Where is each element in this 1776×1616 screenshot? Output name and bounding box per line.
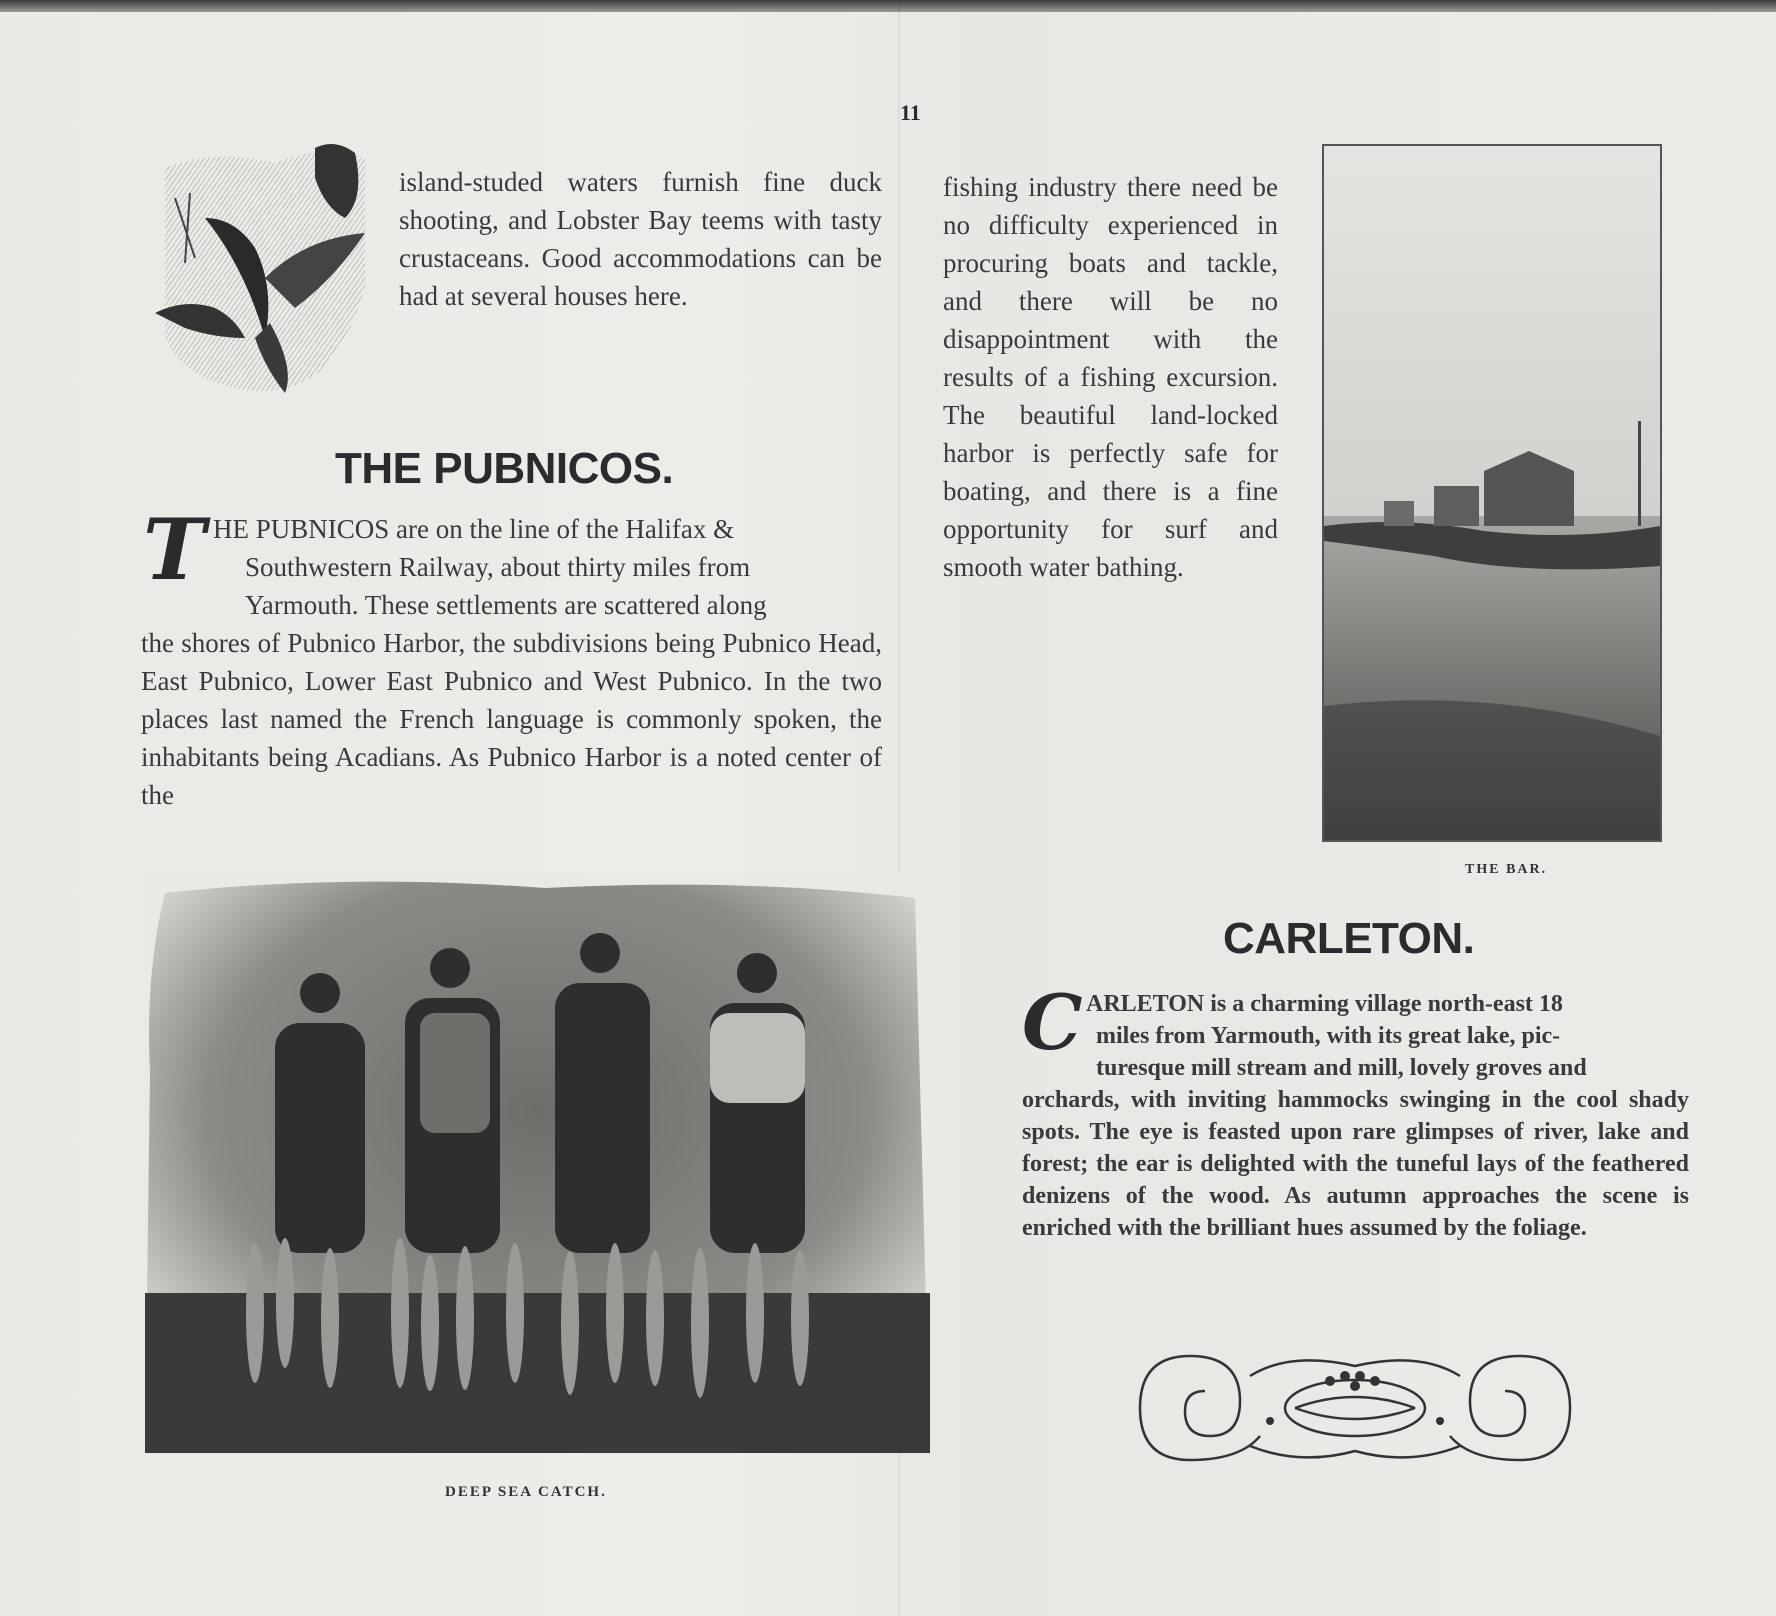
carleton-drop-cap: C xyxy=(1022,978,1083,1067)
deep-sea-catch-caption: DEEP SEA CATCH. xyxy=(445,1484,607,1500)
pubnicos-line-1: HE PUBNICOS are on the line of the Halifax & xyxy=(213,514,735,544)
the-bar-photo xyxy=(1322,144,1662,842)
carleton-line-1: ARLETON is a charming village north-east 18 xyxy=(1086,991,1563,1017)
carleton-heading: CARLETON. xyxy=(1223,914,1475,963)
ornament-icon xyxy=(1130,1346,1580,1470)
deep-sea-catch-photo xyxy=(145,873,930,1453)
scan-edge xyxy=(0,0,1776,12)
pubnicos-drop-cap: T xyxy=(143,500,206,599)
page-number: 11 xyxy=(900,100,921,125)
pubnicos-heading: THE PUBNICOS. xyxy=(335,444,674,493)
duck-illustration xyxy=(155,138,370,400)
carleton-paragraph: orchards, with inviting hammocks swinging in the cool shady spots. The eye is feasted upon rare glimpses of river, lake and forest; the ear is delighted with the tuneful lays of the feathered denizens of the wood. As autumn approaches the scene is enriched with the brilliant hues assumed by the foliage. xyxy=(1022,1087,1689,1241)
the-bar-caption: THE BAR. xyxy=(1465,862,1548,877)
carleton-line-2: miles from Yarmouth, with its great lake, pic- xyxy=(1096,1023,1561,1049)
fishing-continued-paragraph: fishing industry there need be no difficulty experienced in procuring boats and tackle, and there will be no disappointment with the results of a fishing excursion. The beautiful land-locked harbor is perfectly safe for boating, and there is a fine opportunity for surf and smooth water bathing. xyxy=(943,172,1278,582)
carleton-line-3: turesque mill stream and mill, lovely groves and xyxy=(1096,1055,1587,1081)
pubnicos-paragraph: the shores of Pubnico Harbor, the subdivisions being Pubnico Head, East Pubnico, Lower East Pubnico and West Pubnico. In the two places last named the French language is commonly spoken, the inhabitants being Acadians. As Pubnico Harbor is a noted center of the xyxy=(141,628,882,810)
intro-paragraph: island-studed waters furnish fine duck shooting, and Lobster Bay teems with tasty crustaceans. Good accommodations can be had at several houses here. xyxy=(399,167,882,311)
pubnicos-line-3: Yarmouth. These settlements are scattered along xyxy=(245,590,767,620)
pubnicos-line-2: Southwestern Railway, about thirty miles from xyxy=(245,552,751,582)
